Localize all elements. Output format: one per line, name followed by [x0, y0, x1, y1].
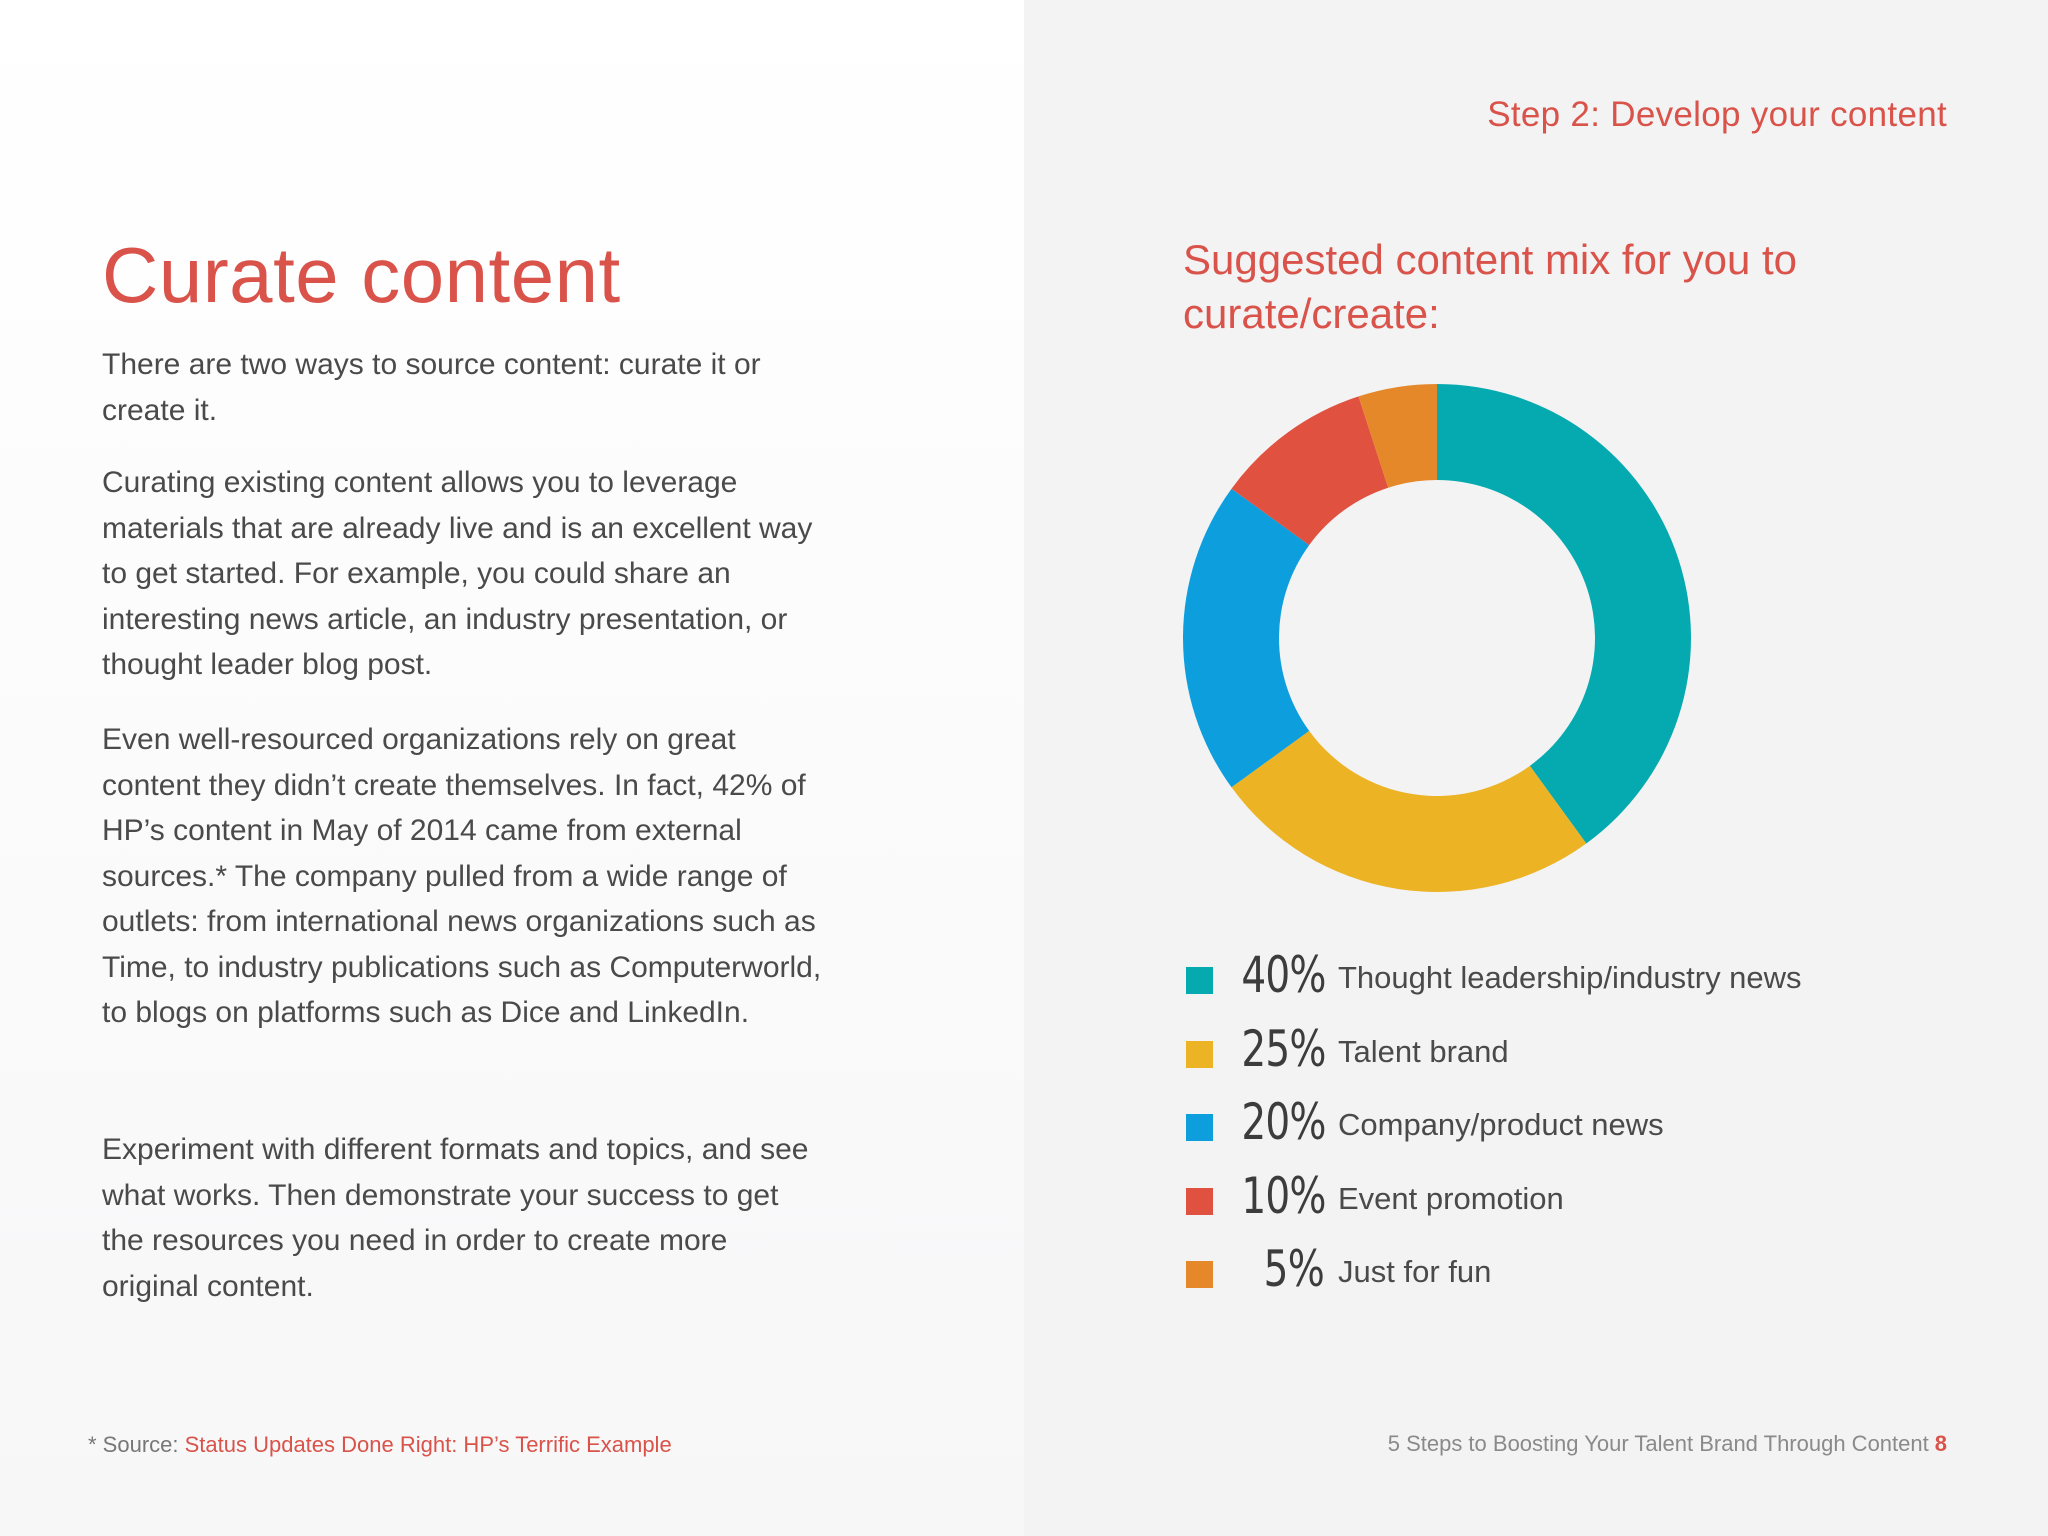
body-paragraph-experiment: Experiment with different formats and topics, and see what works. Then demonstrate your success to get the resources you need in order to create more original content.	[102, 1133, 809, 1303]
legend-percentage: 20%	[1241, 1093, 1326, 1151]
donut-slice	[1183, 489, 1309, 788]
legend-item	[1186, 940, 1906, 1014]
legend-label: Thought leadership/industry news	[1338, 960, 1802, 995]
source-footnote	[88, 1432, 672, 1458]
source-link[interactable]: Status Updates Done Right: HP’s Terrific Example	[184, 1432, 672, 1457]
page-title: Curate content	[102, 231, 621, 319]
legend-label: Talent brand	[1338, 1033, 1509, 1069]
legend-label: Company/product news	[1338, 1107, 1664, 1142]
legend-percentage: 10%	[1241, 1166, 1326, 1225]
step-header: Step 2: Develop your content	[1487, 95, 1947, 134]
page-number: 8	[1934, 1431, 1947, 1456]
legend-item	[1186, 1161, 1906, 1235]
legend-percentage: 5%	[1263, 1240, 1324, 1298]
legend-swatch	[1186, 1261, 1213, 1288]
legend-label: Event promotion	[1338, 1180, 1564, 1216]
legend-percentage: 25%	[1241, 1019, 1326, 1078]
body-paragraph-intro: There are two ways to source content: curate it or create it.	[102, 348, 761, 427]
chart-title: Suggested content mix for you to curate/create:	[1183, 236, 1798, 337]
legend-item	[1186, 1234, 1906, 1308]
legend-swatch	[1186, 1041, 1213, 1068]
legend-item	[1186, 1087, 1906, 1161]
body-paragraph-curating: Curating existing content allows you to leverage materials that are already live and is an excellent way to get started. For example, you could share an interesting news article, an industry presentation, or thought leader blog post.	[102, 466, 813, 681]
donut-slice	[1437, 384, 1691, 843]
page-footer	[1388, 1431, 1947, 1457]
donut-slice	[1232, 731, 1587, 892]
legend-swatch	[1186, 1114, 1213, 1141]
chart-legend	[1186, 940, 1906, 1308]
body-paragraph-hp-example: Even well-resourced organizations rely on great content they didn’t create themselves. In fact, 42% of HP’s content in May of 2014 came from external sources.* The company pulled from a wide range of outlets: from international news organizations such as Time, to industry publications such as Computerworld, to blogs on platforms such as Dice and LinkedIn.	[102, 723, 822, 1029]
publication-title: 5 Steps to Boosting Your Talent Brand Through Content	[1387, 1431, 1929, 1456]
legend-percentage: 40%	[1241, 946, 1326, 1004]
legend-swatch	[1186, 1188, 1213, 1215]
legend-swatch	[1186, 967, 1213, 994]
legend-label: Just for fun	[1338, 1254, 1492, 1289]
donut-chart	[1181, 382, 1693, 894]
source-prefix: * Source:	[88, 1432, 185, 1457]
legend-item	[1186, 1014, 1906, 1088]
